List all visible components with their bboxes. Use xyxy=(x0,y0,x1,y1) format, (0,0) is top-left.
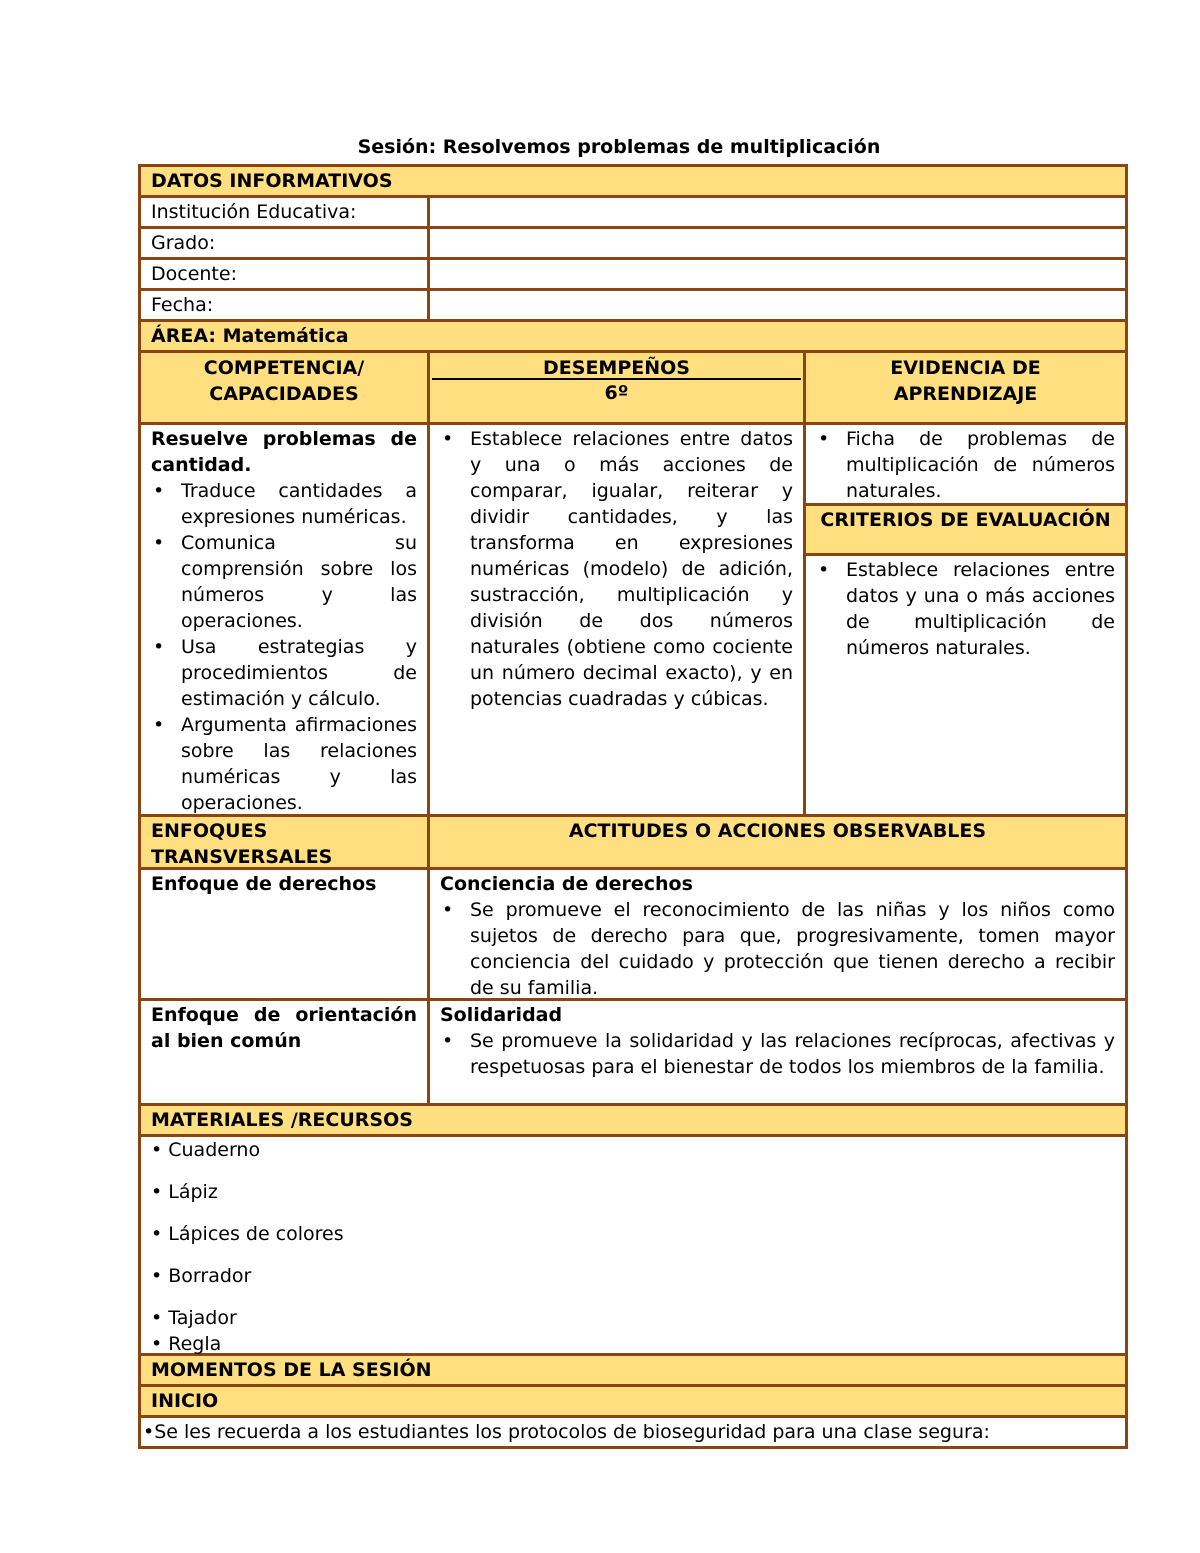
list-item: • Tajador xyxy=(151,1307,237,1329)
datos-row xyxy=(141,198,1125,229)
inicio-row xyxy=(141,1418,1125,1446)
competencia-cell xyxy=(141,425,427,814)
datos-value-field[interactable] xyxy=(427,229,1125,257)
inicio-header: INICIO xyxy=(151,1390,219,1412)
actitudes-header: ACTITUDES O ACCIONES OBSERVABLES xyxy=(427,817,1125,867)
materiales-row xyxy=(141,1137,1125,1356)
session-table xyxy=(138,164,1128,1449)
list-item: • Traduce cantidades a expresiones numéricas. xyxy=(151,478,417,530)
desempeno-text: • Establece relaciones entre datos y una o más acciones de comparar, igualar, reiterar y dividir cantidades, y las transforma en expresiones numéricas (modelo) de adición, sustracción, multiplicación y división de dos números naturales (obtiene como cociente un número decimal exacto), y en potencias cuadradas y cúbicas. xyxy=(440,426,793,712)
enfoques-header-row xyxy=(141,817,1125,870)
datos-label: Docente: xyxy=(151,263,237,285)
materiales-cell xyxy=(141,1137,1125,1353)
competencias-header-row xyxy=(141,353,1125,425)
datos-label: Fecha: xyxy=(151,294,214,316)
enfoques-header: ENFOQUES TRANSVERSALES xyxy=(151,820,333,868)
list-item: • Usa estrategias y procedimientos de estimación y cálculo. xyxy=(151,634,417,712)
datos-value-field[interactable] xyxy=(427,291,1125,319)
desempeno-cell xyxy=(427,425,803,814)
list-item: • Lápiz xyxy=(151,1181,218,1203)
enfoque-valor: Conciencia de derechos xyxy=(440,873,693,895)
criterio-cell xyxy=(806,556,1125,814)
enfoque-valor: Solidaridad xyxy=(440,1004,563,1026)
list-item: • Comunica su comprensión sobre los números y las operaciones. xyxy=(151,530,417,634)
inicio-text: Se les recuerda a los estudiantes los protocolos de bioseguridad para una clase segura: xyxy=(154,1421,990,1443)
inicio-header-row xyxy=(141,1387,1125,1418)
datos-label: Grado: xyxy=(151,232,216,254)
area-row xyxy=(141,322,1125,353)
inicio-cell: •Se les recuerda a los estudiantes los protocolos de bioseguridad para una clase segura: xyxy=(143,1421,990,1443)
momentos-header-row xyxy=(141,1356,1125,1387)
datos-value-field[interactable] xyxy=(427,260,1125,288)
momentos-header: MOMENTOS DE LA SESIÓN xyxy=(151,1359,432,1381)
evidencia-text: • Ficha de problemas de multiplicación de números naturales. xyxy=(816,426,1115,504)
evidencia-cell xyxy=(806,425,1125,503)
criterio-text: • Establece relaciones entre datos y una o más acciones de multiplicación de números naturales. xyxy=(816,557,1115,661)
area-header: ÁREA: Matemática xyxy=(151,325,349,347)
enfoque-accion: • Se promueve la solidaridad y las relaciones recíprocas, afectivas y respetuosas para el bienestar de todos los miembros de la familia. xyxy=(440,1028,1115,1080)
competencias-body-row xyxy=(141,425,1125,817)
datos-row xyxy=(141,260,1125,291)
evidencia-header: EVIDENCIA DE APRENDIZAJE xyxy=(803,353,1125,422)
enfoque-detail xyxy=(427,870,1125,998)
competencia-header: COMPETENCIA/ CAPACIDADES xyxy=(203,357,365,405)
materiales-header: MATERIALES /RECURSOS xyxy=(151,1109,413,1131)
desempenos-header: DESEMPEÑOS xyxy=(432,353,801,380)
criterios-header: CRITERIOS DE EVALUACIÓN xyxy=(806,503,1125,556)
enfoque-accion: • Se promueve el reconocimiento de las niñas y los niños como sujetos de derecho para que, progresivamente, tomen mayor conciencia del cuidado y protección que tienen derecho a recibir de su familia. xyxy=(440,897,1115,1001)
materiales-header-row xyxy=(141,1106,1125,1137)
enfoque-detail xyxy=(427,1001,1125,1103)
datos-header: DATOS INFORMATIVOS xyxy=(151,170,393,192)
competencia-title: Resuelve problemas de cantidad. xyxy=(151,428,417,476)
list-item: • Borrador xyxy=(151,1265,252,1287)
enfoque-name: Enfoque de derechos xyxy=(151,873,377,895)
list-item: • Lápices de colores xyxy=(151,1223,344,1245)
capacidades-list xyxy=(151,478,417,816)
enfoque-row xyxy=(141,1001,1125,1106)
datos-value-field[interactable] xyxy=(427,198,1125,226)
list-item: • Regla xyxy=(151,1333,222,1355)
list-item: • Cuaderno xyxy=(151,1139,261,1161)
datos-label: Institución Educativa: xyxy=(151,201,357,223)
page-title: Sesión: Resolvemos problemas de multiplicación xyxy=(357,136,881,158)
desempenos-header-cell xyxy=(427,353,803,422)
enfoque-row xyxy=(141,870,1125,1001)
datos-row xyxy=(141,229,1125,260)
datos-header-row xyxy=(141,167,1125,198)
grado-header: 6º xyxy=(604,382,629,404)
materiales-list xyxy=(151,1137,1115,1357)
evidencia-column xyxy=(803,425,1125,814)
list-item: • Argumenta afirmaciones sobre las relaciones numéricas y las operaciones. xyxy=(151,712,417,816)
datos-row xyxy=(141,291,1125,322)
enfoque-name: Enfoque de orientación al bien común xyxy=(151,1004,417,1052)
